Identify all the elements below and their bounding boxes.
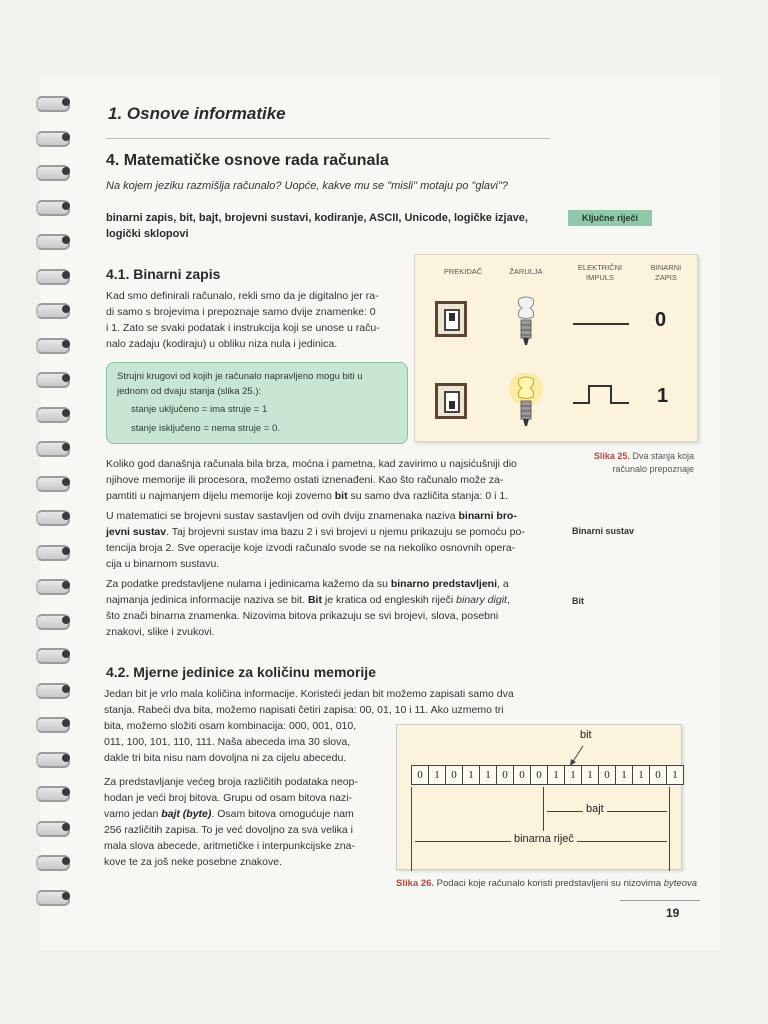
bold-term: binarni bro- (458, 510, 517, 522)
note-line: jednom od dvaju stanja (slika 25.): (117, 386, 262, 397)
paragraph-bit (106, 576, 556, 640)
text-span: Za podatke predstavljene nulama i jedinicama kažemo da su (106, 578, 391, 590)
keywords-tag: Ključne riječi (568, 210, 652, 226)
switch-on-icon (435, 383, 467, 419)
bit-cell: 1 (548, 766, 565, 784)
punch-hole (62, 374, 70, 382)
keywords-line: logički sklopovi (106, 228, 189, 240)
keywords (106, 210, 556, 242)
caption-italic: byteova (663, 878, 698, 889)
label-bit: bit (577, 729, 595, 741)
punch-hole (62, 202, 70, 210)
text-line: dakle tri bita nisu nam dovoljna ni za cijelu abecedu. (104, 752, 347, 764)
text-span: U matematici se brojevni sustav sastavljen od ovih dviju znamenaka naziva (106, 510, 459, 522)
impulse-pulse-line (573, 383, 629, 407)
punch-hole (62, 547, 70, 555)
punch-hole (62, 512, 70, 520)
text-line (106, 576, 556, 592)
punch-hole (62, 754, 70, 762)
text-line: bita, možemo složiti osam kombinacija: 000, 001, 010, (104, 720, 357, 732)
caption-text: računalo prepoznaje (612, 464, 694, 474)
bit-cell: 1 (565, 766, 582, 784)
note-line: stanje uključeno = ima struje = 1 (131, 404, 268, 415)
punch-hole (62, 340, 70, 348)
text-line: 011, 100, 101, 110, 111. Naša abeceda ima 30 slova, (104, 736, 351, 748)
margin-bit: Bit (572, 596, 584, 606)
paragraph-binary-system (106, 508, 556, 572)
bit-cell: 1 (480, 766, 497, 784)
text-line: Za predstavljanje većeg broja različitih podataka neop- (104, 776, 358, 788)
text-line: hodan je veći broj bitova. Grupu od osam bitova nazi- (104, 792, 353, 804)
bit-cell: 0 (650, 766, 667, 784)
punch-hole (62, 167, 70, 175)
punch-hole (62, 478, 70, 486)
italic-term: binary digit (456, 594, 507, 606)
bit-cell: 0 (446, 766, 463, 784)
note-line: Strujni krugovi od kojih je računalo napravljeno mogu biti u (117, 371, 363, 382)
punch-hole (62, 719, 70, 727)
text-line: Kad smo definirali računalo, rekli smo da je digitalno jer ra- (106, 290, 379, 302)
byte-span-line (547, 811, 667, 812)
text-span: . Osam bitova omogućuje nam (211, 808, 354, 820)
bold-term: binarno predstavljeni (390, 578, 498, 590)
punch-hole (62, 823, 70, 831)
binary-value-0: 0 (655, 309, 667, 331)
caption-label: Slika 26. (396, 878, 435, 889)
bold-term: bajt (byte) (161, 808, 212, 820)
paragraph-byte (104, 774, 392, 870)
text-line (106, 508, 556, 524)
text-line: kove te za još neke posebne znakove. (104, 856, 283, 868)
text-line (106, 524, 556, 540)
caption-text: Podaci koje računalo koristi predstavljeni su nizovima (436, 878, 664, 889)
header-bulb: ŽARULJA (509, 267, 543, 276)
bit-cell: 1 (667, 766, 683, 784)
text-line (104, 806, 392, 822)
bit-cell: 1 (582, 766, 599, 784)
chapter-title: 1. Osnove informatike (108, 104, 286, 123)
text-span: pamtiti u najmanjem dijelu memorije koji zovemo (106, 490, 335, 502)
impulse-flat-line (573, 323, 629, 325)
text-span: , (506, 594, 510, 606)
bold-term: bit (334, 490, 348, 502)
figure-26 (396, 724, 682, 870)
word-right-tick (669, 787, 670, 871)
bit-cell: 1 (429, 766, 446, 784)
text-span: su samo dva različita stanja: 0 i 1. (347, 490, 509, 502)
subsection-title-binary: 4.1. Binarni zapis (106, 266, 221, 282)
byte-left-tick (543, 787, 544, 831)
bit-cell: 0 (514, 766, 531, 784)
bit-cell: 1 (463, 766, 480, 784)
subsection-title-memory-units: 4.2. Mjerne jedinice za količinu memorije (106, 664, 376, 680)
header-impulse: ELEKTRIČNI IMPULS (577, 263, 623, 282)
label-binarna-rijec: binarna riječ (511, 833, 577, 845)
switch-off-icon (435, 301, 467, 337)
header-switch: PREKIDAČ (443, 267, 483, 276)
text-line: stanja. Rabeći dva bita, možemo napisati četiri zapisa: 00, 01, 10 i 11. Ako uzmemo tri (104, 704, 504, 716)
bold-term: jevni sustav (106, 526, 167, 538)
text-span: , a (497, 578, 509, 590)
text-line: 256 različitih zapisa. To je već dovoljno za sva velika i (104, 824, 354, 836)
note-box (106, 362, 408, 444)
chapter-rule (106, 138, 550, 139)
punch-hole (62, 650, 70, 658)
punch-hole (62, 857, 70, 865)
keywords-line: binarni zapis, bit, bajt, brojevni sustavi, kodiranje, ASCII, Unicode, logičke izjave, (106, 212, 528, 224)
bulb-off-icon (513, 295, 539, 353)
bulb-on-icon (507, 373, 545, 437)
label-bajt: bajt (583, 803, 607, 815)
text-span: . Taj brojevni sustav ima bazu 2 i svi brojevi u njemu prikazuju se pomoću po- (166, 526, 525, 538)
text-line: Jedan bit je vrlo mala količina informacije. Koristeći jedan bit možemo zapisati samo dva (104, 688, 514, 700)
binary-value-1: 1 (657, 385, 669, 407)
bit-cell: 0 (497, 766, 514, 784)
bit-cell: 1 (633, 766, 650, 784)
paragraph-binary-intro (106, 288, 406, 352)
text-line: nalo zadaju (kodiraju) u obliku niza nula i jedinica. (106, 338, 338, 350)
bit-cell: 0 (412, 766, 429, 784)
text-line: i 1. Zato se svaki podatak i instrukcija koji se unose u raču- (106, 322, 380, 334)
word-left-tick (411, 787, 412, 871)
bold-term: Bit (307, 594, 322, 606)
text-line: cija u binarnom sustavu. (106, 558, 220, 570)
bit-sequence (411, 765, 684, 785)
text-line (106, 488, 556, 504)
margin-binarni-sustav: Binarni sustav (572, 526, 635, 536)
bit-cell: 1 (616, 766, 633, 784)
text-line: znakovi, slike i zvukovi. (106, 626, 215, 638)
spiral-binding (36, 96, 70, 936)
punch-hole (62, 271, 70, 279)
text-line: di samo s brojevima i prepoznaje samo dvije znamenke: 0 (106, 306, 376, 318)
paragraph-memory (106, 456, 556, 504)
punch-hole (62, 443, 70, 451)
text-span: je kratica od engleskih riječi (321, 594, 457, 606)
punch-hole (62, 892, 70, 900)
switch-plate (444, 309, 460, 331)
figure-26-caption (396, 878, 697, 889)
punch-hole (62, 685, 70, 693)
switch-plate (444, 391, 460, 413)
section-subtitle: Na kojem jeziku razmišlja računalo? Uopće, kakve mu se "misli" motaju po "glavi"? (106, 180, 508, 192)
figure-25-caption (560, 450, 694, 476)
text-line (106, 592, 556, 608)
text-line: Koliko god današnja računala bila brza, moćna i pametna, kad zavirimo u najsićušniji dio (106, 458, 517, 470)
punch-hole (62, 409, 70, 417)
text-span: vamo jedan (104, 808, 162, 820)
caption-label: Slika 25. (593, 451, 630, 461)
text-line: tencija broja 2. Sve operacije koje izvodi računalo svode se na nekoliko osnovnih opera- (106, 542, 516, 554)
page-number-rule (620, 900, 700, 901)
punch-hole (62, 616, 70, 624)
text-line: njihove memorije ili procesora, možemo ostati iznenađeni. Kao što računalo može za- (106, 474, 504, 486)
punch-hole (62, 788, 70, 796)
text-line: mala slova abecede, aritmetičke i interpunkcijske zna- (104, 840, 355, 852)
header-binary: BINARNI ZAPIS (650, 263, 682, 282)
note-line: stanje isključeno = nema struje = 0. (131, 423, 280, 434)
text-span: najmanja jedinica informacije naziva se bit. (106, 594, 308, 606)
bit-cell: 0 (531, 766, 548, 784)
page-number: 19 (666, 906, 680, 920)
bit-pointer-arrow (565, 745, 589, 767)
punch-hole (62, 305, 70, 313)
switch-lever (449, 313, 455, 321)
text-line: što znači binarna znamenka. Nizovima bitova prikazuju se svi brojevi, slova, posebni (106, 610, 499, 622)
caption-line (560, 450, 694, 463)
punch-hole (62, 236, 70, 244)
caption-text: Dva stanja koja (632, 451, 694, 461)
bit-cell: 0 (599, 766, 616, 784)
punch-hole (62, 98, 70, 106)
figure-25 (414, 254, 698, 442)
punch-hole (62, 581, 70, 589)
section-title: 4. Matematičke osnove rada računala (106, 152, 389, 169)
switch-lever (449, 401, 455, 409)
punch-hole (62, 133, 70, 141)
